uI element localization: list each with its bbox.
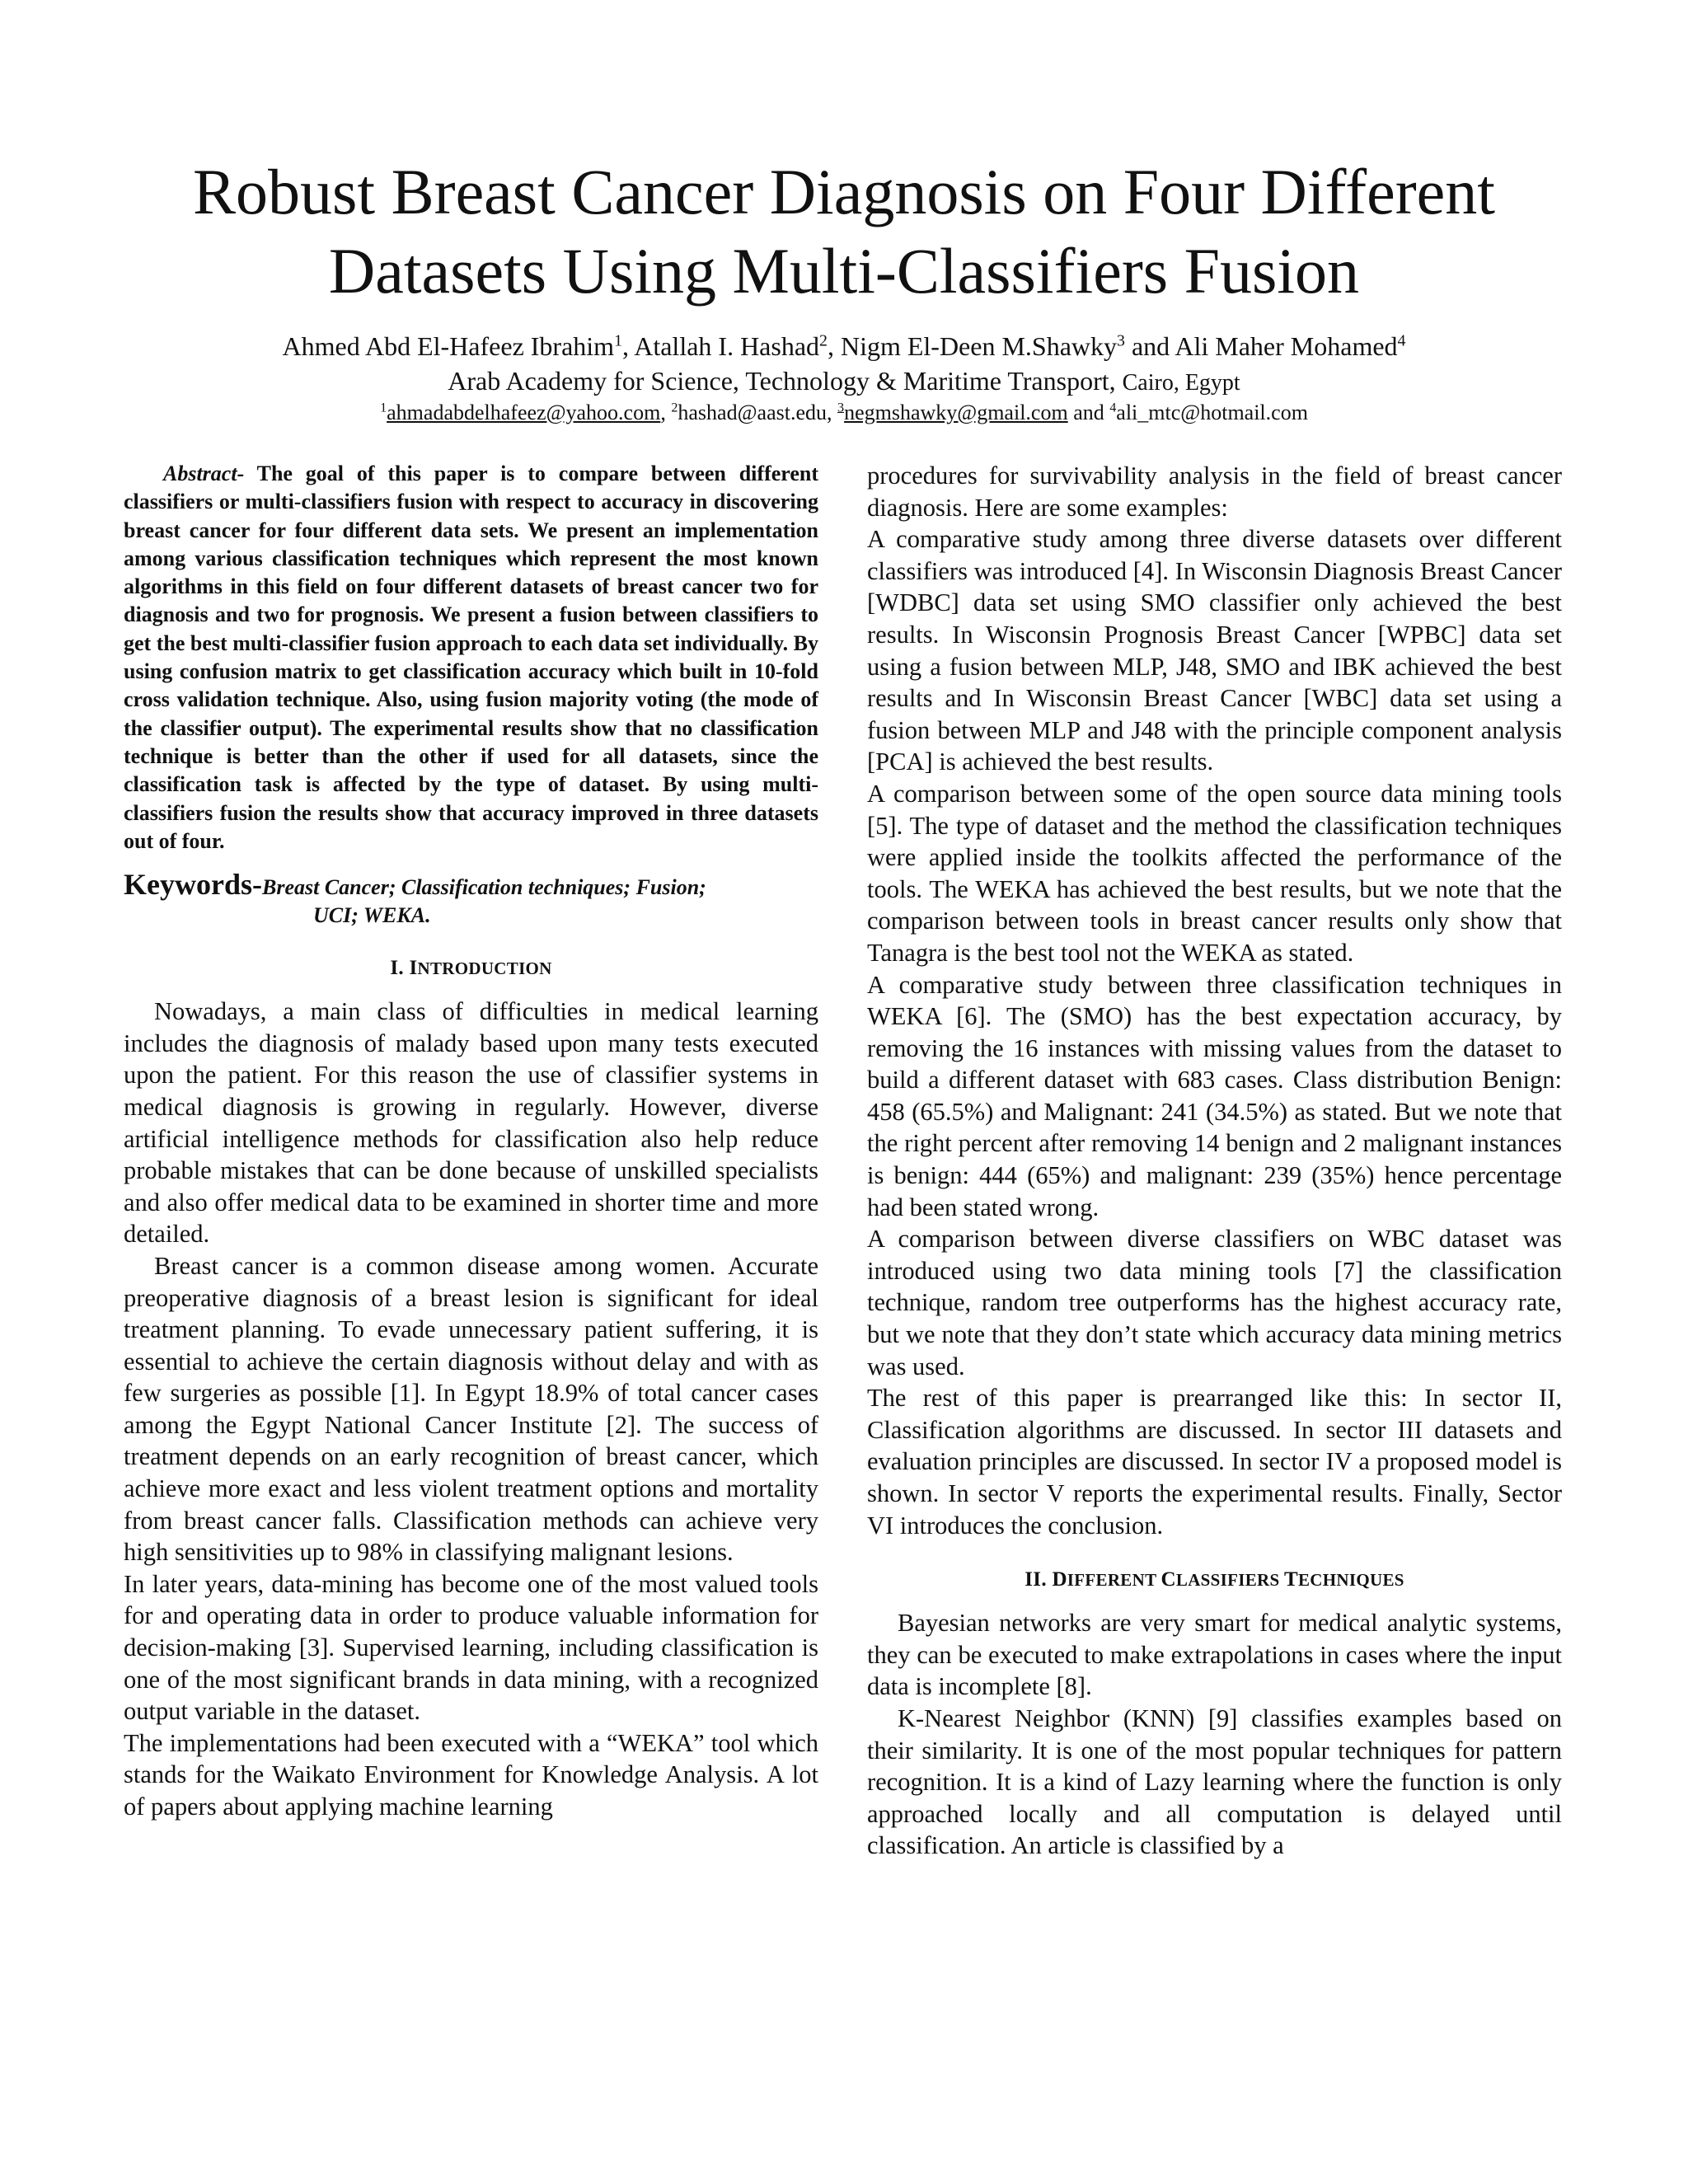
heading-initial: T: [1284, 1568, 1298, 1591]
keywords-label: Keywords-: [124, 868, 262, 902]
heading-smallcaps: NTRODUCTION: [417, 958, 552, 979]
author-index: 2: [819, 331, 828, 350]
paragraph: procedures for survivability analysis in the field of breast cancer diagnosis. Here are some examples:: [867, 462, 1562, 522]
author-index: 3: [1117, 331, 1125, 350]
email-index: 3: [837, 401, 845, 415]
paper-title: [124, 152, 1564, 311]
left-column: [124, 460, 818, 1823]
keywords-line-1: Breast Cancer; Classification techniques; Fusion;: [261, 875, 706, 900]
paragraph: Nowadays, a main class of difficulties in medical learning includes the diagnosis of malady based upon many tests executed upon the patient. For this reason the use of classifier systems in medical diagnosis is growing in regularly. However, diverse artificial intelligence methods for classification also help reduce probable mistakes that can be done because of unskilled specialists and also offer medical data to be examined in shorter time and more detailed.: [124, 997, 818, 1249]
affiliation-location: Cairo, Egypt: [1122, 370, 1240, 396]
heading-smallcaps: IFFERENT: [1067, 1570, 1161, 1591]
paragraph: The rest of this paper is prearranged like this: In sector II, Classification algorithms are discussed. In sector III datasets and evaluation principles are discussed. In sector IV a proposed model is shown. In sector V reports the experimental results. Finally, Sector VI introduces the conclusion.: [867, 1384, 1562, 1540]
paragraph: K-Nearest Neighbor (KNN) [9] classifies examples based on their similarity. It is one of the most popular techniques for pattern recognition. It is a kind of Lazy learning where the function is only approached locally and all computation is delayed until classification. An article is classified by a: [867, 1704, 1562, 1860]
paragraph: A comparative study between three classification techniques in WEKA [6]. The (SMO) has the best expectation accuracy, by removing the 16 instances with missing values from the dataset to build a different dataset with 683 cases. Class distribution Benign: 458 (65.5%) and Malignant: 241 (34.5%) as stated. But we note that the right percent after removing 14 benign and 2 malignant instances is benign: 444 (65%) and malignant: 239 (35%) hence percentage had been stated wrong.: [867, 970, 1562, 1221]
affiliation: [124, 364, 1564, 400]
section-number: I.: [390, 957, 410, 980]
paper-title-line-2: Datasets Using Multi-Classifiers Fusion: [328, 235, 1360, 307]
keywords-line-2: UCI; WEKA.: [313, 903, 431, 928]
paragraph: The implementations had been executed with a “WEKA” tool which stands for the Waikato Environment for Knowledge Analysis. A lot of papers about applying machine learning: [124, 1728, 818, 1821]
email-index: 1: [380, 401, 387, 415]
heading-smallcaps: ECHNIQUES: [1298, 1570, 1404, 1591]
abstract-text: The goal of this paper is to compare between different classifiers or multi-classifiers fusion with respect to accuracy in discovering breast cancer for four different data sets. We present an implementation among various classification techniques which represent the most known algorithms in this field on four different datasets of breast cancer two for diagnosis and two for prognosis. We present a fusion between classifiers to get the best multi-classifier fusion approach to each data set individually. By using confusion matrix to get classification accuracy which built in 10-fold cross validation technique. Also, using fusion majority voting (the mode of the classifier output). The experimental results show that no classification technique is better than the other if used for all datasets, since the classification task is affected by the type of dataset. By using multi-classifiers fusion the results show that accuracy improved in three datasets out of four.: [124, 462, 818, 853]
paragraph: A comparative study among three diverse datasets over different classifiers was introduced [4]. In Wisconsin Diagnosis Breast Cancer [WDBC] data set using SMO classifier only achieved the best results. In Wisconsin Prognosis Breast Cancer [WPBC] data set using a fusion between MLP, J48, SMO and IBK achieved the best results and In Wisconsin Breast Cancer [WBC] data set using a fusion between MLP and J48 with the principle component analysis [PCA] is achieved the best results.: [867, 525, 1562, 776]
separator-text: and: [1067, 401, 1110, 424]
author-list: [124, 330, 1564, 363]
paragraph: Breast cancer is a common disease among women. Accurate preoperative diagnosis of a breast lesion is significant for ideal treatment planning. To evade unnecessary patient suffering, it is essential to achieve the certain diagnosis without delay and with as few surgeries as possible [1]. In Egypt 18.9% of total cancer cases among the Egypt National Cancer Institute [2]. The success of treatment depends on an early recognition of breast cancer, which achieve more exact and less violent treatment options and mortality from breast cancer falls. Classification methods can achieve very high sensitivities up to 98% in classifying malignant lesions.: [124, 1251, 818, 1567]
heading-smallcaps: LASSIFIERS: [1175, 1570, 1285, 1591]
right-column: [867, 460, 1562, 1862]
heading-initial: C: [1160, 1568, 1176, 1591]
section-number: II.: [1025, 1568, 1053, 1591]
heading-initial: I: [409, 957, 418, 980]
paragraph: A comparison between some of the open source data mining tools [5]. The type of dataset and the method the classification techniques were applied inside the toolkits affected the performance of the tools. The WEKA has achieved the best results, but we note that the comparison between tools in breast cancer results only show that Tanagra is the best tool not the WEKA as stated.: [867, 779, 1562, 967]
separator-text: ,: [660, 401, 672, 424]
section-heading-introduction: [124, 954, 818, 982]
paragraph: Bayesian networks are very smart for medical analytic systems, they can be executed to make extrapolations in cases where the input data is incomplete [8].: [867, 1609, 1562, 1701]
abstract: [124, 460, 818, 855]
author-index: 4: [1397, 331, 1406, 350]
keywords: [124, 870, 818, 930]
separator-text: ,: [621, 331, 635, 361]
author-index: 1: [614, 331, 622, 350]
affiliation-name: Arab Academy for Science, Technology & Maritime Transport,: [448, 366, 1123, 396]
heading-initial: D: [1052, 1568, 1067, 1591]
abstract-label: Abstract-: [163, 462, 245, 485]
author-name: Ahmed Abd El-Hafeez Ibrahim: [282, 331, 615, 361]
email-link[interactable]: ahmadabdelhafeez@yahoo.com: [387, 401, 661, 424]
paper-title-line-1: Robust Breast Cancer Diagnosis on Four Different: [193, 156, 1495, 227]
email-link[interactable]: negmshawky@gmail.com: [844, 401, 1068, 424]
section-heading-classifiers: [867, 1566, 1562, 1594]
author-name: Nigm El-Deen M.Shawky: [840, 331, 1118, 361]
paragraph: In later years, data-mining has become one of the most valued tools for and operating data in order to produce valuable information for decision-making [3]. Supervised learning, including classification is one of the most significant brands in data mining, with a recognized output variable in the dataset.: [124, 1569, 818, 1726]
email-index: 4: [1109, 401, 1117, 415]
separator-text: ,: [827, 331, 841, 361]
author-name: Ali Maher Mohamed: [1175, 331, 1398, 361]
email-text: ali_mtc@hotmail.com: [1116, 401, 1308, 424]
email-index: 2: [671, 401, 678, 415]
separator-text: and: [1124, 331, 1175, 361]
email-list: [124, 399, 1564, 427]
separator-text: ,: [827, 401, 837, 424]
paragraph: A comparison between diverse classifiers on WBC dataset was introduced using two data mining tools [7] the classification technique, random tree outperforms has the highest accuracy rate, but we note that they don’t state which accuracy data mining metrics was used.: [867, 1225, 1562, 1380]
email-text: hashad@aast.edu: [678, 401, 827, 424]
author-name: Atallah I. Hashad: [634, 331, 820, 361]
